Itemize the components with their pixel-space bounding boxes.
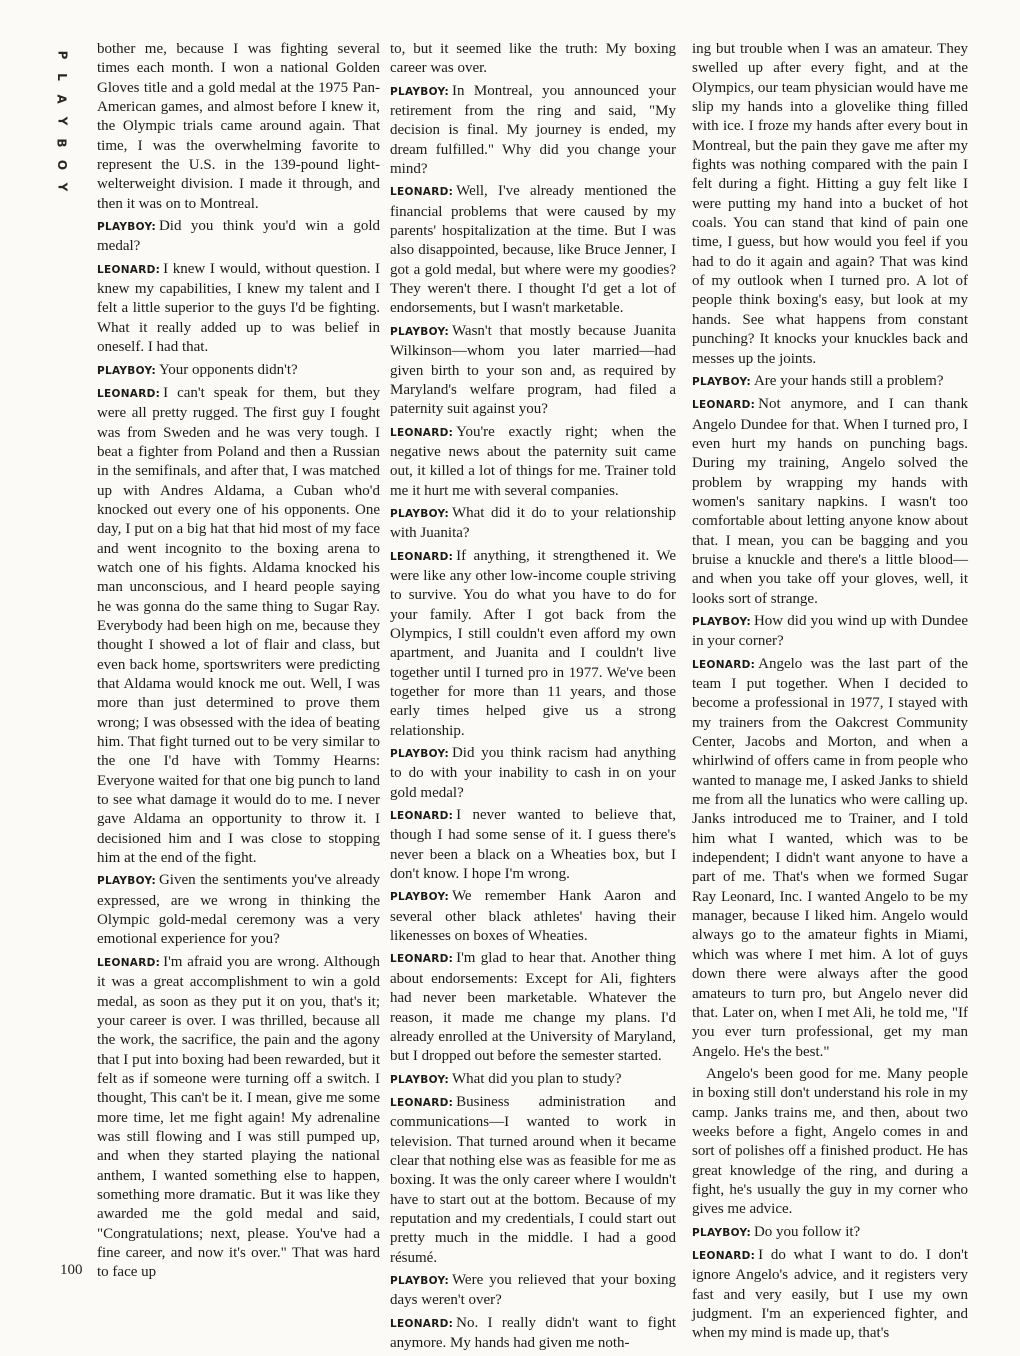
paragraph-text: Your opponents didn't?: [158, 361, 298, 378]
speaker-label: PLAYBOY:: [390, 1073, 449, 1086]
paragraph-text: Did you think you'd win a gold medal?: [97, 218, 380, 255]
article-paragraph: [390, 423, 676, 501]
paragraph-text: How did you wind up with Dundee in your corner?: [692, 612, 968, 650]
article-paragraph: [97, 384, 380, 869]
masthead-letter: Y: [54, 116, 69, 126]
article-paragraph: [692, 1223, 968, 1243]
paragraph-text: What did it do to your relationship with Juanita?: [390, 504, 676, 542]
article-paragraph: [390, 1093, 676, 1268]
speaker-label: LEONARD:: [692, 658, 756, 671]
paragraph-text: I can't speak for them, but they were all pretty rugged. The first guy I fought was from Sweden and he was very tough. I beat a fighter from Poland and then a Russian in the semifinals, and after that, I was matched up with Andres Aldama, a Cuban who'd knocked out every one of his opponents. One day, I put on a big hat that hid most of my face and went incognito to the boxing arena to watch one of his fights. Aldama knocked his man unconscious, and I heard people saying he was gonna do the same thing to Sugar Ray. Everybody had been high on me, because they thought I showed a lot of flair and class, but even back home, sportswriters were predicting that Aldama would knock me out. Well, I was more than just determined to prove them wrong; I was obsessed with the idea of beating him. That fight turned out to be very similar to the one I'd have with Tommy Hearns: Everyone waited for that one big punch to land to see what damage it would do to me. I never gave Aldama an opportunity to throw it. I decisioned him and I was close to stopping him at the end of the fight.: [97, 384, 380, 867]
paragraph-text: You're exactly right; when the negative news about the paternity suit came out, it killed a lot of things for me. Trainer told me it hurt me with several companies.: [390, 423, 676, 499]
article-paragraph: [97, 953, 380, 1283]
article-column-3: [692, 40, 968, 1347]
paragraph-text: I'm glad to hear that. Another thing about endorsements: Except for Ali, fighters had never been marketable. Whatever the reason, it made me change my plans. I'd already enrolled at the University of Maryland, but I dropped out before the semester started.: [390, 950, 676, 1065]
masthead-letter: L: [55, 73, 69, 81]
speaker-label: LEONARD:: [97, 263, 161, 276]
article-paragraph: [692, 655, 968, 1062]
paragraph-text: I knew I would, without question. I knew my capabilities, I knew my talent and I felt a little superior to the guys I'd be fighting. What it really added up to was belief in oneself. I had that.: [97, 260, 380, 356]
paragraph-text: Did you think racism had anything to do with your inability to cash in on your gold medal?: [390, 745, 676, 801]
paragraph-text: Given the sentiments you've already expressed, are we wrong in thinking the Olympic gold-medal ceremony was a very emotional experience for you?: [97, 872, 380, 948]
article-paragraph: [390, 40, 676, 79]
paragraph-text: Are your hands still a problem?: [753, 372, 944, 389]
speaker-label: PLAYBOY:: [97, 875, 156, 888]
article-paragraph: [97, 871, 380, 949]
speaker-label: PLAYBOY:: [692, 615, 751, 628]
paragraph-text: Angelo was the last part of the team I put together. When I decided to become a professional in 1977, I stayed with my trainers from the Oakcrest Community Center, Jacobs and Morton, and when a whirlwind of offers came in from people who wanted to manage me, I asked Janks to shield me from all the lunatics who were calling up. Janks introduced me to Trainer, and I told him what I wanted, which was to be independent; I didn't want anyone to have a part of me. That's when we formed Sugar Ray Leonard, Inc. I wanted Angelo to be my manager, because I liked him. Angelo would always go to the amateur fights in Miami, which was where I met him. A lot of guys down there were always after the good amateurs to turn pro, but Angelo never did that. Later on, when I met Ali, he told me, "If you ever turn professional, get my man Angelo. He's the best.": [692, 655, 968, 1060]
speaker-label: LEONARD:: [97, 387, 161, 400]
speaker-label: LEONARD:: [390, 953, 454, 966]
speaker-label: LEONARD:: [390, 426, 454, 439]
paragraph-text: What did you plan to study?: [451, 1070, 622, 1087]
speaker-label: LEONARD:: [692, 1249, 756, 1262]
speaker-label: PLAYBOY:: [390, 891, 449, 904]
speaker-label: LEONARD:: [390, 1317, 454, 1330]
article-paragraph: [692, 395, 968, 609]
article-paragraph: [390, 949, 676, 1066]
article-paragraph: [390, 887, 676, 946]
paragraph-text: bother me, because I was fighting several times each month. I won a national Golden Gloves title and a gold medal at the 1975 Pan-American games, and almost before I knew it, the Olympic trials came around again. That time, I was the overwhelming favorite to represent the U.S. in the 139-pound light-welterweight division. I made it through, and then it was on to Montreal.: [97, 41, 380, 212]
speaker-label: PLAYBOY:: [692, 375, 751, 388]
paragraph-text: Wasn't that mostly because Juanita Wilkinson—whom you later married—had given birth to your son and, as required by Maryland's welfare program, had filed a paternity suit against you?: [390, 322, 676, 418]
paragraph-text: Well, I've already mentioned the financial problems that were caused by my parents' hospitalization at the time. But I was also disappointed, because, like Bruce Jenner, I got a gold medal, but where were my goodies? They weren't there. I thought I'd get a lot of endorsements, but I wasn't marketable.: [390, 183, 676, 317]
article-paragraph: [390, 322, 676, 420]
speaker-label: LEONARD:: [390, 810, 454, 823]
masthead-playboy: [52, 44, 72, 198]
paragraph-text: I'm afraid you are wrong. Although it was a great accomplishment to win a gold medal, as soon as they put it on you, that's it; your career is over. I was thrilled, because all the work, the sacrifice, the pain and the agony that I put into boxing had been rewarded, but it felt as if someone were turning off a switch. I thought, This can't be it. I mean, give me some more time, let me fight again! My adrenaline was still flowing and I was still pumped up, and when they started playing the national anthem, I wanted something else to happen, something more dramatic. But it was like they awarded me the gold medal and said, "Congratulations; next, please. You've had a fine career, and now it's over." That was hard to face up: [97, 953, 380, 1281]
paragraph-text: Do you follow it?: [753, 1223, 861, 1240]
paragraph-text: I never wanted to believe that, though I had some sense of it. I guess there's never been a black on a Wheaties box, but I don't know. I hope I'm wrong.: [390, 807, 676, 883]
article-paragraph: [390, 1070, 676, 1090]
speaker-label: PLAYBOY:: [692, 1226, 751, 1239]
article-paragraph: [97, 40, 380, 214]
masthead-letter: A: [54, 94, 69, 104]
speaker-label: PLAYBOY:: [390, 325, 449, 338]
speaker-label: LEONARD:: [390, 186, 454, 199]
speaker-label: PLAYBOY:: [390, 85, 449, 98]
speaker-label: PLAYBOY:: [390, 748, 449, 761]
article-paragraph: [97, 361, 380, 381]
article-paragraph: [692, 612, 968, 652]
paragraph-text: Angelo's been good for me. Many people in boxing still don't understand his role in my camp. Janks trains me, and then, about two weeks before a fight, Angelo comes in and sort of polishes off a finished product. He has great knowledge of the ring, and during a fight, he's usually the guy in my corner who gives me advice.: [692, 1065, 968, 1218]
speaker-label: LEONARD:: [97, 956, 161, 969]
masthead-letter: Y: [54, 182, 69, 192]
article-paragraph: [390, 82, 676, 180]
speaker-label: PLAYBOY:: [390, 1274, 449, 1287]
speaker-label: PLAYBOY:: [390, 507, 449, 520]
article-paragraph: [692, 372, 968, 392]
speaker-label: LEONARD:: [390, 550, 454, 563]
paragraph-text: I do what I want to do. I don't ignore Angelo's advice, and it registers very fast and very easily, but I use my own judgment. I'm an experienced fighter, and when my mind is made up, that's: [692, 1246, 968, 1342]
article-paragraph: [390, 547, 676, 741]
article-paragraph: [390, 1271, 676, 1311]
paragraph-text: Were you relieved that your boxing days weren't over?: [390, 1271, 676, 1309]
paragraph-text: If anything, it strengthened it. We were like any other low-income couple striving to survive. You do what you have to do for your family. After I got back from the Olympics, I still couldn't even afford my own apartment, and Juanita and I couldn't live together until I turned pro in 1977. We've been together for more than 11 years, and those early times helped give us a strong relationship.: [390, 547, 676, 739]
article-column-2: [390, 40, 676, 1356]
speaker-label: PLAYBOY:: [97, 364, 156, 377]
paragraph-text: ing but trouble when I was an amateur. They swelled up after every fight, and at the Olympics, our team physician would have me slip my hands into a glovelike thing filled with ice. I froze my hands after every bout in Montreal, but the pain they gave me after my fights was nothing compared with the pain I felt during a fight. Hitting a guy felt like I were putting my hand into a bucket of hot coals. You can stand that kind of pain one time, I guess, but how would you feel if you had to do it again and again? That was kind of my outlook when I turned pro. A lot of people think boxing's easy, but look at my hands. See what happens from constant punching? It knocks your knuckles back and messes up the joints.: [692, 41, 968, 367]
article-paragraph: [390, 504, 676, 544]
article-paragraph: [692, 40, 968, 369]
article-paragraph: [390, 744, 676, 803]
speaker-label: PLAYBOY:: [97, 221, 156, 234]
page-number: 100: [60, 1262, 83, 1278]
paragraph-text: Not anymore, and I can thank Angelo Dundee for that. When I turned pro, I even hurt my hands on punching bags. During my training, Angelo solved the problem by wrapping my hands with women's sanitary napkins. I wasn't too comfortable about letting anyone know about that. I mean, you can be bagging and you bruise a knuckle and there's a little blood—and when you take off your gloves, well, it looks sort of strange.: [692, 396, 968, 607]
masthead-letter: B: [55, 138, 69, 148]
article-paragraph: [390, 182, 676, 318]
speaker-label: LEONARD:: [390, 1096, 454, 1109]
paragraph-text: to, but it seemed like the truth: My boxing career was over.: [390, 41, 676, 77]
article-paragraph: [97, 260, 380, 358]
speaker-label: LEONARD:: [692, 399, 756, 412]
masthead-letter: O: [54, 159, 69, 171]
paragraph-text: No. I really didn't want to fight anymore. My hands had given me noth-: [390, 1314, 676, 1351]
paragraph-text: We remember Hank Aaron and several other black athletes' having their likenesses on boxes of Wheaties.: [390, 888, 676, 945]
masthead-letter: P: [54, 50, 69, 60]
paragraph-text: Business administration and communications—I wanted to work in television. That turned around when it became clear that nothing else was as feasible for me as boxing. It was the only career where I wouldn't have to start out at the bottom. Because of my reputation and my credentials, I could start out pretty much in the middle. I had a good résumé.: [390, 1093, 676, 1266]
article-paragraph: [692, 1246, 968, 1344]
paragraph-text: In Montreal, you announced your retirement from the ring and said, "My decision is final. My journey is ended, my dream fulfilled." Why did you change your mind?: [390, 82, 676, 178]
article-paragraph: [390, 806, 676, 884]
article-column-1: [97, 40, 380, 1286]
article-paragraph: [97, 217, 380, 257]
article-paragraph: [692, 1065, 968, 1220]
